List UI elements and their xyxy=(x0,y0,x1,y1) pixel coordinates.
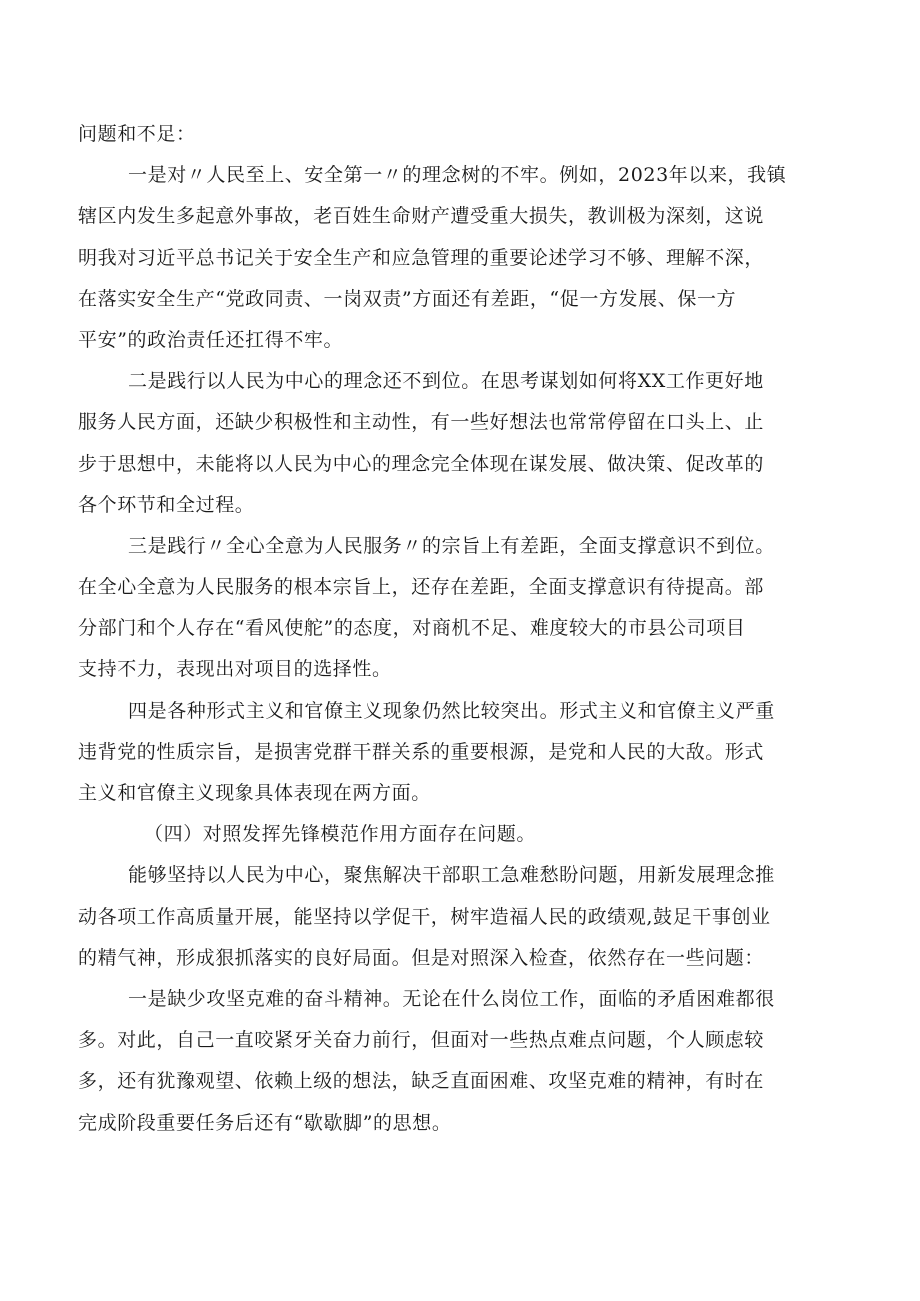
text-line: 步于思想中，未能将以人民为中心的理念完全体现在谋发展、做决策、促改革的 xyxy=(78,452,765,475)
text-line: 明我对习近平总书记关于安全生产和应急管理的重要论述学习不够、理解不深， xyxy=(78,246,765,269)
text-line: 违背党的性质宗旨，是损害党群干群关系的重要根源，是党和人民的大敌。形式 xyxy=(78,740,765,763)
text-line: 动各项工作高质量开展，能坚持以学促干，树牢造福人民的政绩观,鼓足干事创业 xyxy=(78,905,771,928)
paragraph-first-line: 四是各种形式主义和官僚主义现象仍然比较突出。形式主义和官僚主义严重 xyxy=(128,699,775,722)
text-line: 的精气神，形成狠抓落实的良好局面。但是对照深入检查，依然存在一些问题： xyxy=(78,946,765,969)
text-line: 在全心全意为人民服务的根本宗旨上，还存在差距，全面支撑意识有待提高。部 xyxy=(78,576,765,599)
paragraph-first-line: 一是缺少攻坚克难的奋斗精神。无论在什么岗位工作，面临的矛盾困难都很 xyxy=(128,987,775,1010)
text-line: 支持不力，表现出对项目的选择性。 xyxy=(78,658,392,681)
text-line: 主义和官僚主义现象具体表现在两方面。 xyxy=(78,782,431,804)
section-heading: （四）对照发挥先锋模范作用方面存在问题。 xyxy=(144,823,537,846)
text-line: 完成阶段重要任务后还有“歇歇脚”的思想。 xyxy=(78,1111,452,1134)
text-line: 平安”的政治责任还扛得不牢。 xyxy=(78,328,344,351)
text-line: 分部门和个人存在“看风使舵”的态度，对商机不足、难度较大的市县公司项目 xyxy=(78,617,746,640)
text-line: 服务人民方面，还缺少积极性和主动性，有一些好想法也常常停留在口头上、止 xyxy=(78,411,765,434)
text-line: 问题和不足： xyxy=(78,123,196,145)
text-line: 在落实安全生产“党政同责、一岗双责”方面还有差距，“促一方发展、保一方 xyxy=(78,287,737,310)
text-line: 多，还有犹豫观望、依赖上级的想法，缺乏直面困难、攻坚克难的精神，有时在 xyxy=(78,1070,765,1093)
text-line: 各个环节和全过程。 xyxy=(78,493,255,516)
paragraph-first-line: 二是践行以人民为中心的理念还不到位。在思考谋划如何将XX工作更好地 xyxy=(128,370,764,393)
paragraph-first-line: 一是对〃人民至上、安全第一〃的理念树的不牢。例如，2023年以来，我镇 xyxy=(128,164,787,187)
text-line: 辖区内发生多起意外事故，老百姓生命财产遭受重大损失，教训极为深刻，这说 xyxy=(78,205,765,228)
paragraph-first-line: 三是践行〃全心全意为人民服务〃的宗旨上有差距，全面支撑意识不到位。 xyxy=(128,534,775,557)
paragraph-first-line: 能够坚持以人民为中心，聚焦解决干部职工急难愁盼问题，用新发展理念推 xyxy=(128,864,775,887)
document-body xyxy=(78,114,844,1144)
text-line: 多。对此，自己一直咬紧牙关奋力前行，但面对一些热点难点问题，个人顾虑较 xyxy=(78,1029,765,1052)
